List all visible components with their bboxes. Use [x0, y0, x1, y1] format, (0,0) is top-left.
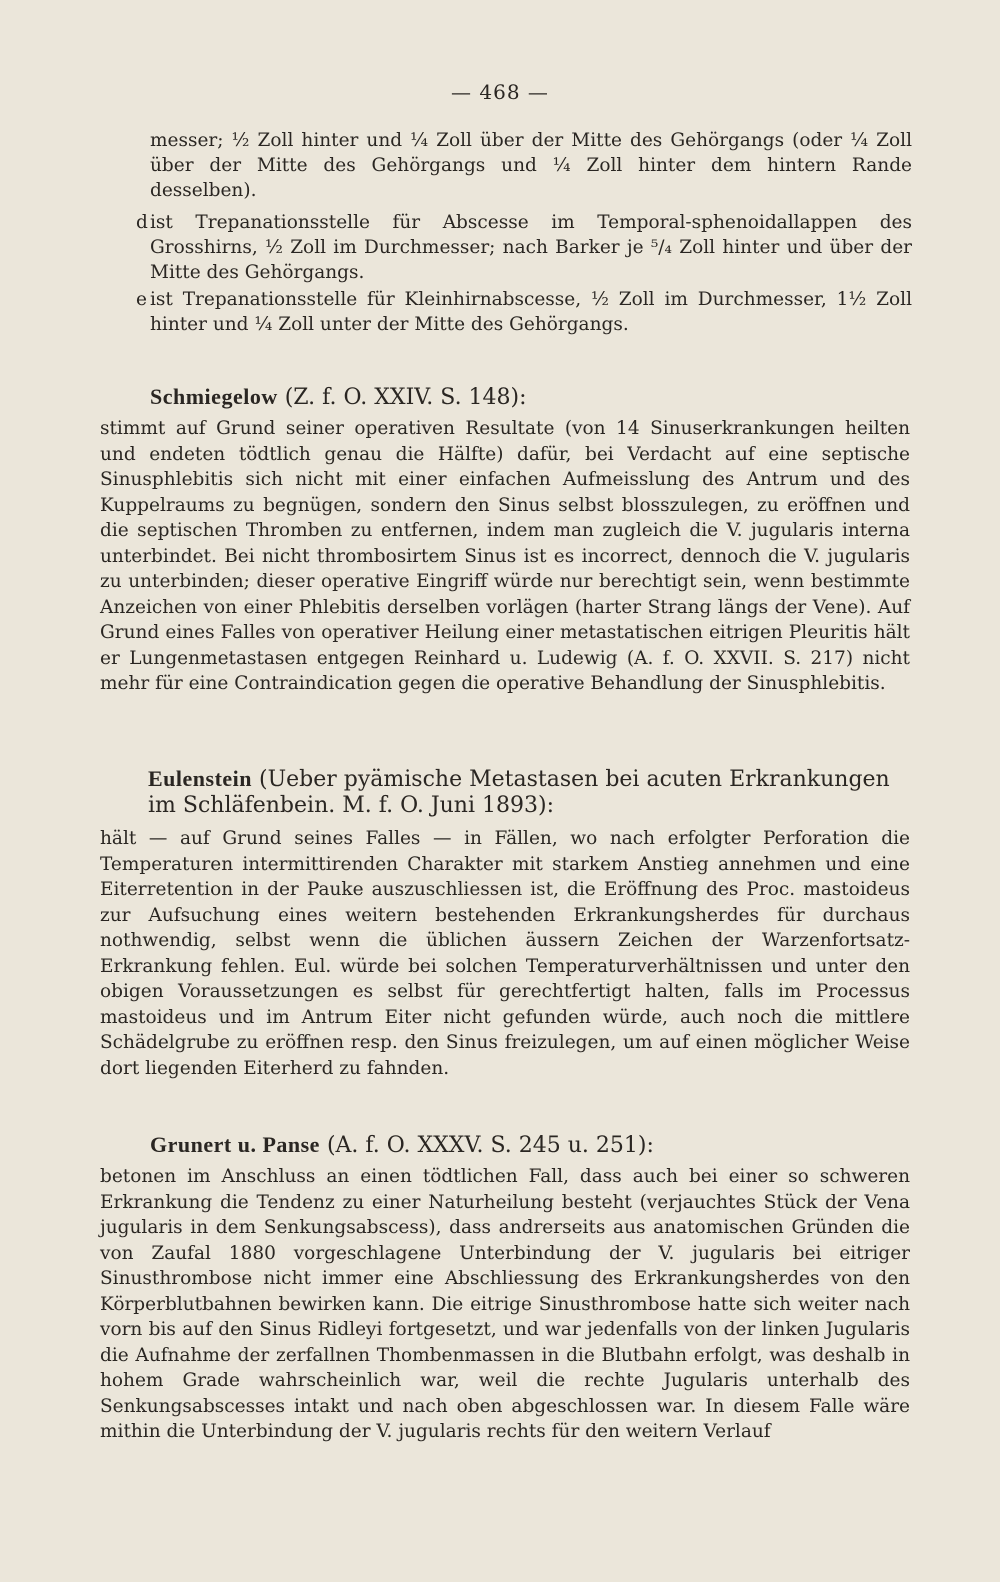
section-citation: (Z. f. O. XXIV. S. 148):: [277, 385, 527, 410]
section-citation: (Ueber pyämische Metastasen bei acuten Erkrankungen im Schläfenbein. M. f. O. Juni 1893):: [148, 767, 890, 818]
item-text: ist Trepanationsstelle für Abscesse im Temporal-sphenoidallappen des Grosshirns, ½ Zoll im Durchmesser; nach Barker je ⁵/₄ Zoll hinter und über der Mitte des Gehörgangs.: [150, 212, 912, 283]
section-heading-grunert-panse: [150, 1132, 654, 1159]
section-citation: (A. f. O. XXXV. S. 245 u. 251):: [319, 1133, 654, 1158]
section-body-grunert-panse: betonen im Anschluss an einen tödtlichen Fall, dass auch bei einer so schweren Erkrankung die Tendenz zu einer Naturheilung besteht (verjauchtes Stück der Vena jugularis in dem Senkungsabscess), dass andrerseits aus anatomischen Gründen die von Zaufal 1880 vorgeschlagene Unterbindung der V. jugularis bei eitriger Sinusthrombose nicht immer eine Abschliessung des Erkrankungsherdes von den Körperblutbahnen bewirken kann. Die eitrige Sinusthrombose hatte sich weiter nach vorn bis auf den Sinus Ridleyi fortgesetzt, und war jedenfalls von der linken Jugularis die Aufnahme der zerfallnen Thombenmassen in die Blutbahn erfolgt, was deshalb in hohem Grade wahrscheinlich war, weil die rechte Jugularis unterhalb des Senkungsabscesses intakt und nach oben abgeschlossen war. In diesem Falle wäre mithin die Unterbindung der V. jugularis rechts für den weitern Verlauf: [100, 1166, 910, 1442]
item-marker: d: [136, 212, 148, 233]
item-text: messer; ½ Zoll hinter und ¼ Zoll über der Mitte des Gehörgangs (oder ¼ Zoll über der Mitte des Gehörgangs und ¼ Zoll hinter dem hintern Rande desselben).: [150, 130, 912, 201]
section-heading-eulenstein: [148, 766, 908, 819]
list-item-e: [136, 287, 912, 337]
list-item-d: [136, 210, 912, 285]
section-heading-schmiegelow: [150, 384, 527, 411]
section-author: Grunert u. Panse: [150, 1132, 320, 1157]
section-body-schmiegelow: stimmt auf Grund seiner operativen Resultate (von 14 Sinuserkrankungen heilten und endeten tödtlich genau die Hälfte) dafür, bei Verdacht auf eine septische Sinusphlebitis sich nicht mit einer einfachen Aufmeisslung des Antrum und des Kuppelraums zu begnügen, sondern den Sinus selbst blosszulegen, zu eröffnen und die septischen Thromben zu entfernen, indem man zugleich die V. jugularis interna unterbindet. Bei nicht thrombosirtem Sinus ist es incorrect, dennoch die V. jugularis zu unterbinden; dieser operative Eingriff würde nur berechtigt sein, wenn bestimmte Anzeichen von einer Phlebitis derselben vorlägen (harter Strang längs der Vene). Auf Grund eines Falles von operativer Heilung einer metastatischen eitrigen Pleuritis hält er Lungenmetastasen entgegen Reinhard u. Ludewig (A. f. O. XXVII. S. 217) nicht mehr für eine Contraindication gegen die operative Behandlung der Sinusphlebitis.: [100, 418, 910, 694]
section-author: Schmiegelow: [150, 384, 278, 409]
item-text: ist Trepanationsstelle für Kleinhirnabscesse, ½ Zoll im Durchmesser, 1½ Zoll hinter und ¼ Zoll unter der Mitte des Gehörgangs.: [150, 289, 912, 335]
page-number: — 468 —: [451, 80, 549, 104]
section-author: Eulenstein: [148, 766, 253, 791]
list-item-continuation: [150, 128, 912, 203]
item-marker: e: [136, 289, 147, 310]
section-body-eulenstein: hält — auf Grund seines Falles — in Fällen, wo nach erfolgter Perforation die Temperaturen intermittirenden Charakter mit starkem Anstieg annehmen und eine Eiterretention in der Pauke auszuschliessen ist, die Eröffnung des Proc. mastoideus zur Aufsuchung eines weitern bestehenden Erkrankungsherdes für durchaus nothwendig, selbst wenn die üblichen äussern Zeichen der Warzenfortsatz-Erkrankung fehlen. Eul. würde bei solchen Temperaturverhältnissen und unter den obigen Voraussetzungen es selbst für gerechtfertigt halten, falls im Processus mastoideus und im Antrum Eiter nicht gefunden würde, auch noch die mittlere Schädelgrube zu eröffnen resp. den Sinus freizulegen, um auf einen möglicher Weise dort liegenden Eiterherd zu fahnden.: [100, 828, 910, 1079]
